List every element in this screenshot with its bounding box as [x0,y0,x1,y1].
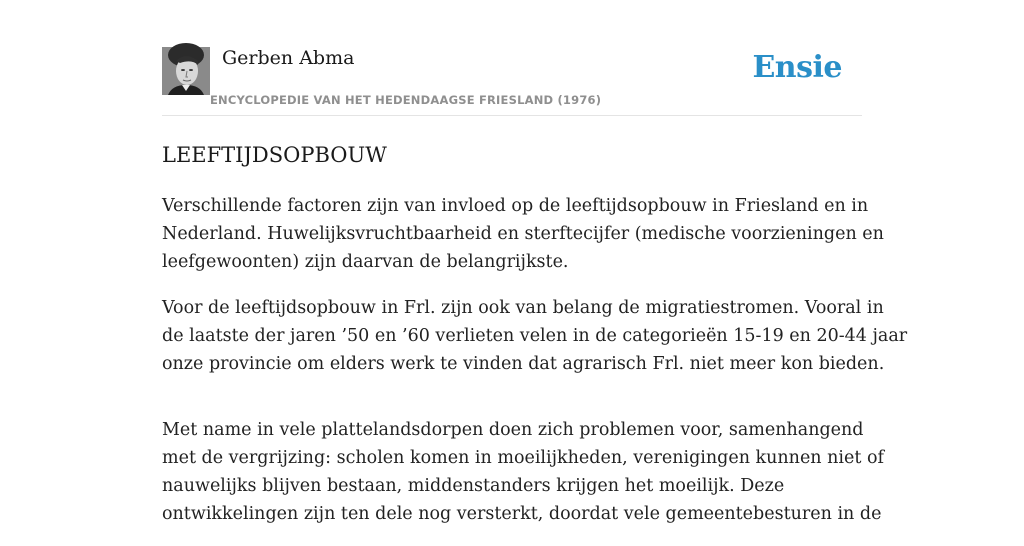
author-name[interactable]: Gerben Abma [222,47,355,69]
paragraph-3 [162,416,884,528]
article-title: LEEFTIJDSOPBOUW [162,143,387,167]
paragraph-2 [162,294,908,378]
article-container [162,0,908,524]
text-line: de laatste der jaren ’50 en ’60 verlieten velen in de categorieën 15-19 en 20-44 jaar [162,326,908,346]
text-line: ontwikkelingen zijn ten dele nog versterkt, doordat vele gemeentebesturen in de [162,504,882,524]
text-line: nauwelijks blijven bestaan, middenstanders krijgen het moeilijk. Deze [162,476,785,496]
text-line: Verschillende factoren zijn van invloed op de leeftijdsopbouw in Friesland en in [162,196,869,216]
brand-logo[interactable]: Ensie [752,50,842,85]
text-line: leefgewoonten) zijn daarvan de belangrijkste. [162,252,569,272]
article-body [162,192,908,546]
author-avatar[interactable] [162,47,210,95]
text-line: Met name in vele plattelandsdorpen doen zich problemen voor, samenhangend [162,420,864,440]
source-label[interactable]: ENCYCLOPEDIE VAN HET HEDENDAAGSE FRIESLAND (1976) [210,93,602,107]
article-header [162,0,862,116]
text-line: Voor de leeftijdsopbouw in Frl. zijn ook van belang de migratiestromen. Vooral in [162,298,884,318]
text-line: onze provincie om elders werk te vinden dat agrarisch Frl. niet meer kon bieden. [162,354,885,374]
author-portrait-image [162,47,210,95]
text-line: met de vergrijzing: scholen komen in moeilijkheden, verenigingen kunnen niet of [162,448,884,468]
text-line: Nederland. Huwelijksvruchtbaarheid en sterftecijfer (medische voorzieningen en [162,224,884,244]
paragraph-1 [162,192,884,276]
